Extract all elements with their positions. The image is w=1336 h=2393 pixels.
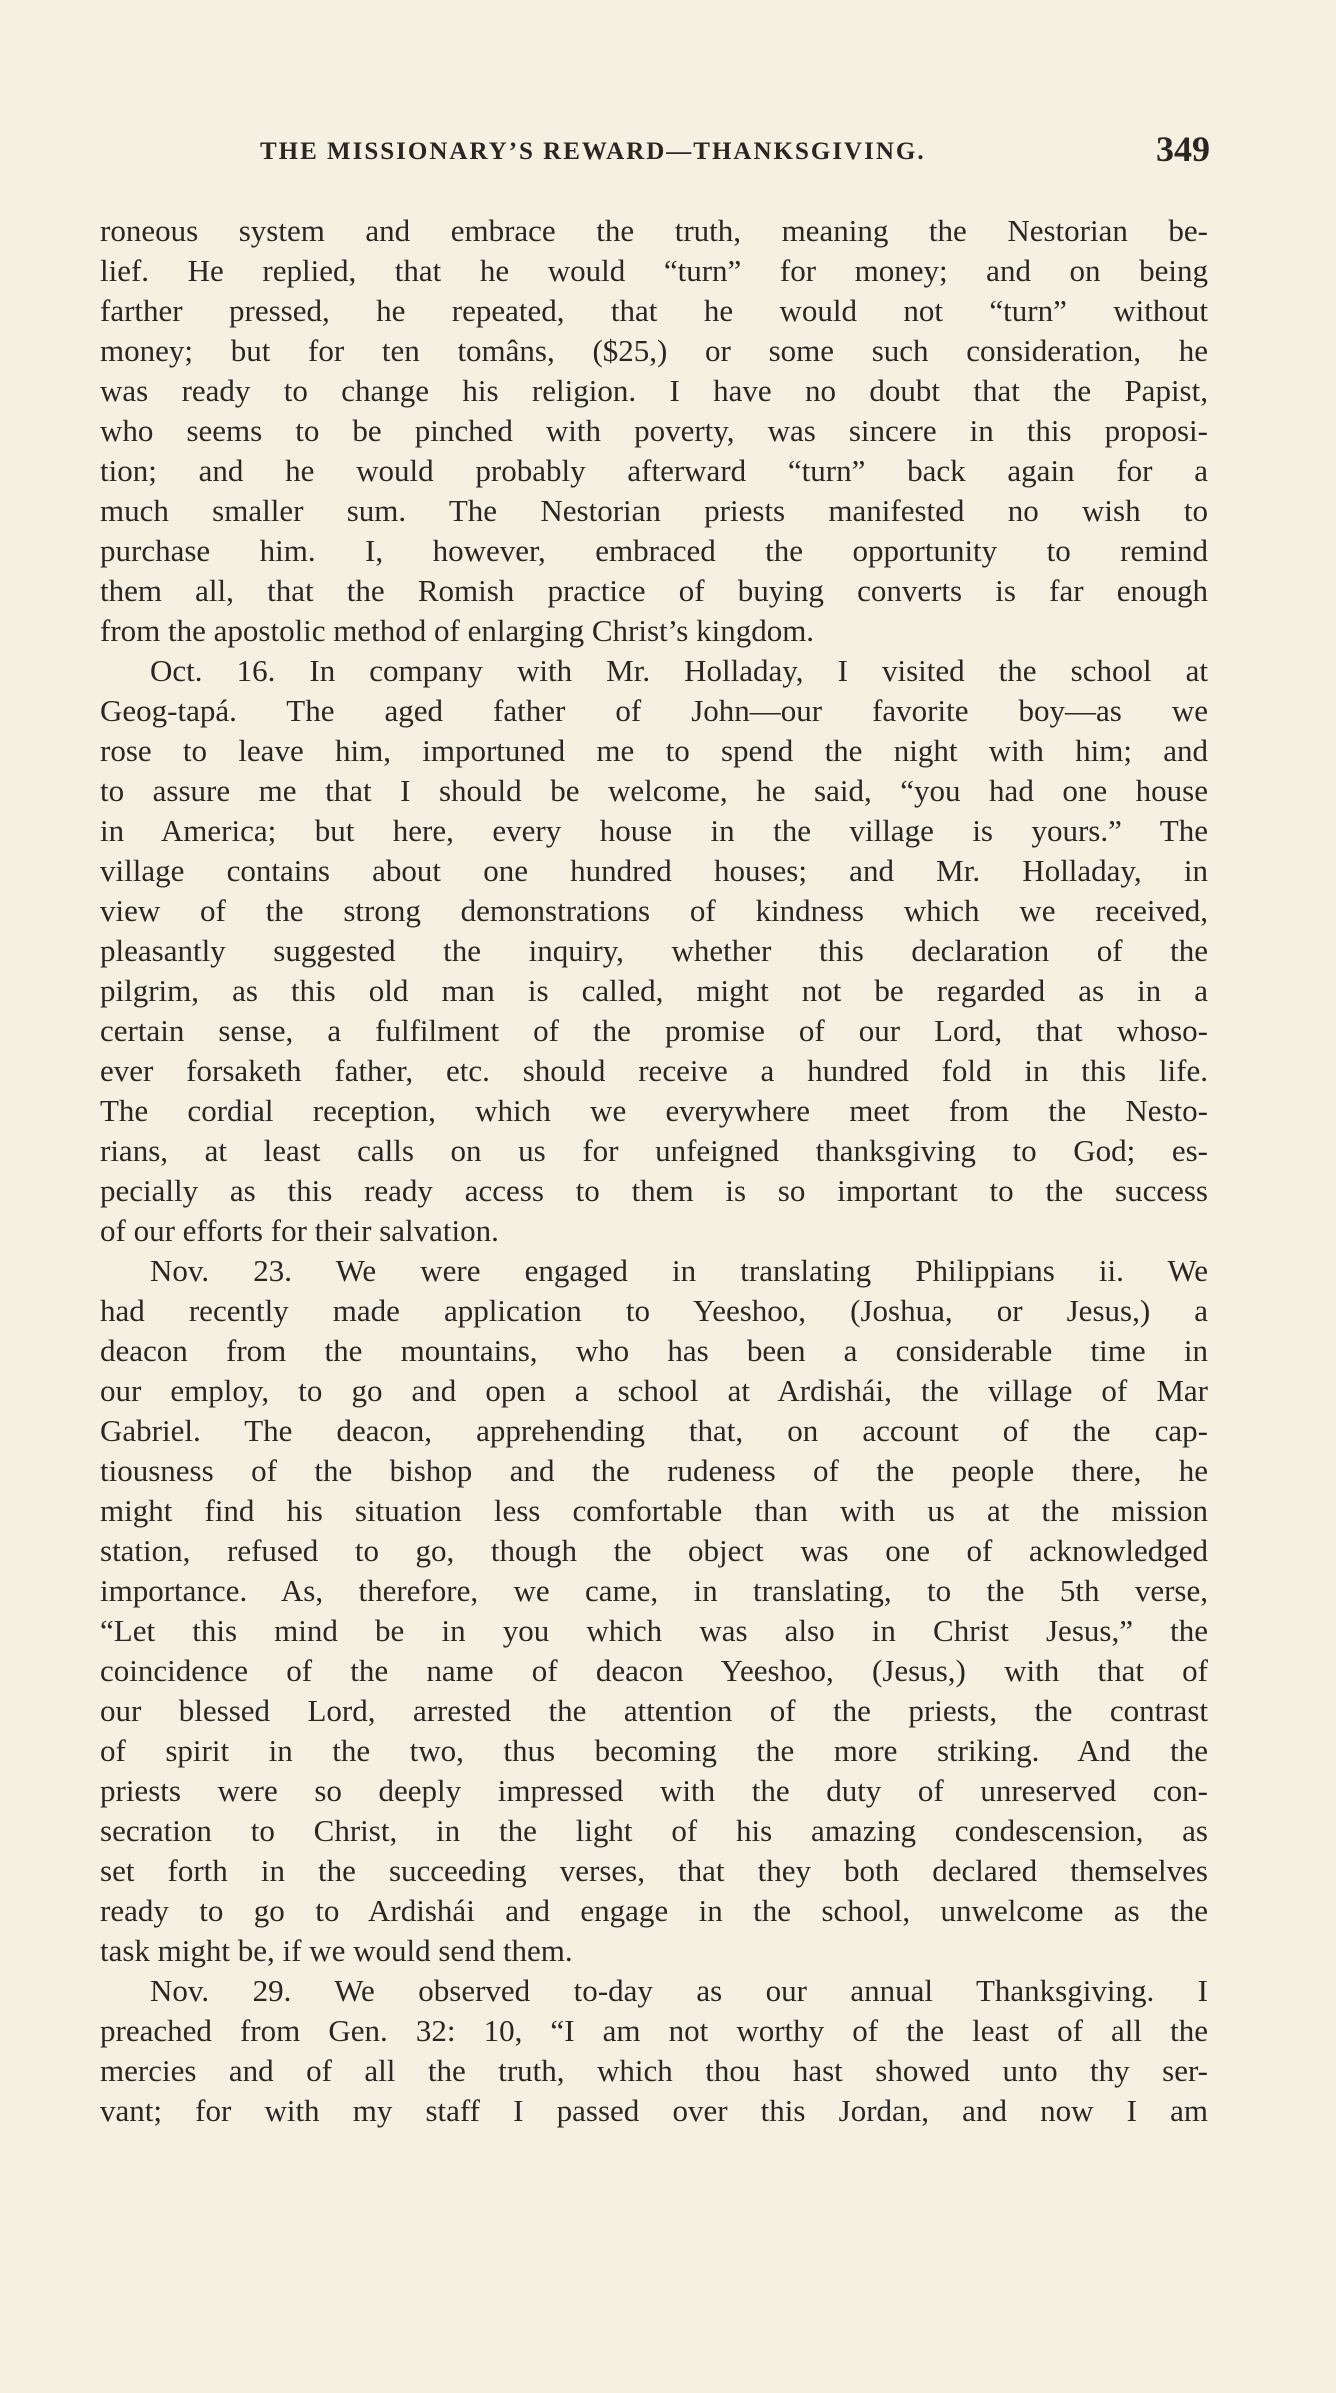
text-line: roneous system and embrace the truth, meaning the Nestorian be- (100, 213, 1208, 248)
text-line: The cordial reception, which we everywhere meet from the Nesto- (100, 1093, 1208, 1128)
text-line: priests were so deeply impressed with the duty of unreserved con- (100, 1773, 1208, 1808)
body-text (100, 211, 1208, 2131)
text-line: tion; and he would probably afterward “turn” back again for a (100, 453, 1208, 488)
text-line: coincidence of the name of deacon Yeeshoo, (Jesus,) with that of (100, 1653, 1208, 1688)
text-line: was ready to change his religion. I have no doubt that the Papist, (100, 373, 1208, 408)
page-number: 349 (1156, 129, 1210, 169)
text-line: rose to leave him, importuned me to spend the night with him; and (100, 733, 1208, 768)
text-line: who seems to be pinched with poverty, was sincere in this proposi- (100, 413, 1208, 448)
text-line: money; but for ten tomâns, ($25,) or some such consideration, he (100, 333, 1208, 368)
text-line: “Let this mind be in you which was also in Christ Jesus,” the (100, 1613, 1208, 1648)
text-line: task might be, if we would send them. (100, 1933, 573, 1968)
text-line: mercies and of all the truth, which thou hast showed unto thy ser- (100, 2053, 1208, 2088)
text-line: much smaller sum. The Nestorian priests manifested no wish to (100, 493, 1208, 528)
text-line: them all, that the Romish practice of buying converts is far enough (100, 573, 1208, 608)
text-line: of spirit in the two, thus becoming the more striking. And the (100, 1733, 1208, 1768)
page-header (100, 128, 1210, 178)
text-line: ever forsaketh father, etc. should receive a hundred fold in this life. (100, 1053, 1208, 1088)
text-line: purchase him. I, however, embraced the opportunity to remind (100, 533, 1208, 568)
text-line: Oct. 16. In company with Mr. Holladay, I visited the school at (150, 653, 1208, 688)
text-line: farther pressed, he repeated, that he would not “turn” without (100, 293, 1208, 328)
text-line: Gabriel. The deacon, apprehending that, on account of the cap- (100, 1413, 1208, 1448)
text-line: ready to go to Ardishái and engage in the school, unwelcome as the (100, 1893, 1208, 1928)
text-line: view of the strong demonstrations of kindness which we received, (100, 893, 1208, 928)
text-line: Geog-tapá. The aged father of John—our favorite boy—as we (100, 693, 1208, 728)
text-line: set forth in the succeeding verses, that they both declared themselves (100, 1853, 1208, 1888)
text-line: our blessed Lord, arrested the attention of the priests, the contrast (100, 1693, 1208, 1728)
text-line: preached from Gen. 32: 10, “I am not worthy of the least of all the (100, 2013, 1208, 2048)
text-line: pilgrim, as this old man is called, might not be regarded as in a (100, 973, 1208, 1008)
text-line: to assure me that I should be welcome, he said, “you had one house (100, 773, 1208, 808)
text-line: tiousness of the bishop and the rudeness of the people there, he (100, 1453, 1208, 1488)
text-line: vant; for with my staff I passed over this Jordan, and now I am (100, 2093, 1208, 2128)
text-line: had recently made application to Yeeshoo, (Joshua, or Jesus,) a (100, 1293, 1208, 1328)
text-line: certain sense, a fulfilment of the promise of our Lord, that whoso- (100, 1013, 1208, 1048)
text-line: from the apostolic method of enlarging Christ’s kingdom. (100, 613, 815, 648)
text-line: might find his situation less comfortable than with us at the mission (100, 1493, 1208, 1528)
text-line: Nov. 23. We were engaged in translating Philippians ii. We (150, 1253, 1208, 1288)
text-line: lief. He replied, that he would “turn” for money; and on being (100, 253, 1208, 288)
running-head: THE MISSIONARY’S REWARD—THANKSGIVING. (260, 138, 926, 165)
text-line: station, refused to go, though the object was one of acknowledged (100, 1533, 1208, 1568)
text-line: of our efforts for their salvation. (100, 1213, 499, 1248)
text-line: deacon from the mountains, who has been a considerable time in (100, 1333, 1208, 1368)
text-line: rians, at least calls on us for unfeigned thanksgiving to God; es- (100, 1133, 1208, 1168)
text-line: pleasantly suggested the inquiry, whether this declaration of the (100, 933, 1208, 968)
text-line: village contains about one hundred houses; and Mr. Holladay, in (100, 853, 1208, 888)
text-line: secration to Christ, in the light of his amazing condescension, as (100, 1813, 1208, 1848)
text-line: Nov. 29. We observed to-day as our annual Thanksgiving. I (150, 1973, 1208, 2008)
text-line: pecially as this ready access to them is so important to the success (100, 1173, 1208, 1208)
text-line: in America; but here, every house in the village is yours.” The (100, 813, 1208, 848)
text-line: our employ, to go and open a school at Ardishái, the village of Mar (100, 1373, 1208, 1408)
text-line: importance. As, therefore, we came, in translating, to the 5th verse, (100, 1573, 1208, 1608)
